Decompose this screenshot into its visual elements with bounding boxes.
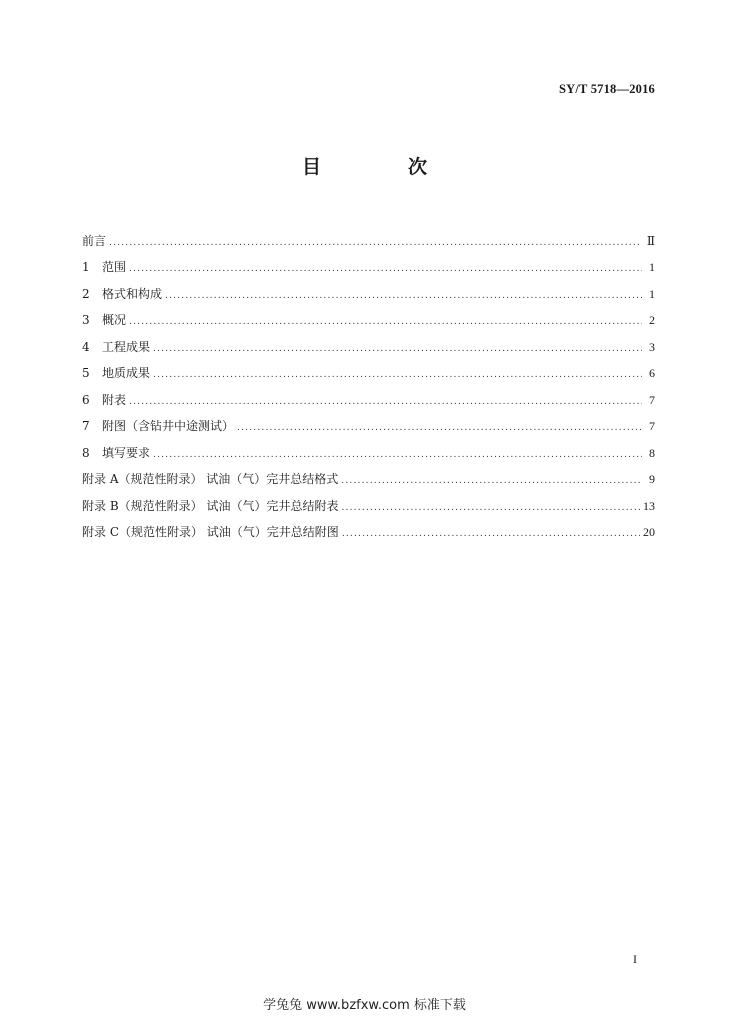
toc-entry-appendix-c[interactable] <box>82 514 655 541</box>
toc-entry-5[interactable] <box>82 355 655 382</box>
page-title: 目 次 <box>301 156 461 178</box>
toc-entry-text: 范围 <box>102 260 127 274</box>
toc-entry-label: 附录 A（规范性附录） 试油（气）完井总结格式 <box>82 472 339 486</box>
toc-entry-label <box>82 444 150 461</box>
toc-leader-dots <box>165 290 642 302</box>
toc-leader-dots <box>109 237 642 249</box>
toc-entry-text: 地质成果 <box>102 366 151 380</box>
page-number: I <box>633 952 637 966</box>
toc-entry-page: 7 <box>649 419 655 433</box>
toc-leader-dots <box>153 343 642 355</box>
toc-entry-7[interactable] <box>82 408 655 435</box>
toc-entry-label: 前言 <box>82 233 107 248</box>
toc-leader-dots <box>129 316 642 328</box>
toc-entry-label <box>82 364 150 381</box>
toc-entry-number: 7 <box>82 419 90 433</box>
toc-entry-text: 工程成果 <box>102 339 151 354</box>
toc-entry-page: 20 <box>643 525 655 539</box>
toc-entry-8[interactable] <box>82 434 655 461</box>
toc-entry-number: 8 <box>82 445 90 460</box>
toc-entry-page: 6 <box>649 366 655 380</box>
toc-leader-dots <box>153 449 642 461</box>
toc-entry-label <box>82 391 126 408</box>
toc-leader-dots <box>129 396 642 408</box>
toc-entry-number: 2 <box>82 286 90 301</box>
toc-entry-label <box>82 311 126 328</box>
toc-entry-page: 13 <box>643 498 655 513</box>
toc-entry-text: 填写要求 <box>102 445 151 460</box>
toc-entry-preface[interactable] <box>82 222 655 249</box>
toc-entry-6[interactable] <box>82 381 655 408</box>
toc-leader-dots <box>237 422 642 434</box>
toc-entry-label <box>82 285 162 302</box>
watermark-text: 学兔兔 www.bzfxw.com 标准下载 <box>263 998 466 1013</box>
toc-entry-3[interactable] <box>82 302 655 329</box>
toc-entry-text: 附表 <box>102 392 127 407</box>
toc-entry-appendix-b[interactable] <box>82 487 655 514</box>
toc-entry-text: 附图（含钻井中途测试） <box>102 419 235 433</box>
toc-entry-label <box>82 258 126 275</box>
toc-entry-number: 6 <box>82 392 90 407</box>
table-of-contents <box>82 222 655 540</box>
toc-entry-2[interactable] <box>82 275 655 302</box>
toc-entry-page: 1 <box>649 260 655 274</box>
toc-entry-page: 9 <box>649 472 655 486</box>
toc-entry-appendix-a[interactable] <box>82 461 655 488</box>
toc-entry-page: 8 <box>649 445 655 460</box>
toc-leader-dots <box>342 528 640 540</box>
toc-entry-number: 4 <box>82 339 90 354</box>
toc-entry-page: Ⅱ <box>646 233 655 248</box>
toc-entry-number: 1 <box>82 260 90 274</box>
toc-leader-dots <box>153 369 642 381</box>
toc-entry-page: 7 <box>649 392 655 407</box>
toc-entry-text: 格式和构成 <box>102 286 163 301</box>
toc-entry-page: 2 <box>649 313 655 327</box>
toc-leader-dots <box>341 502 640 514</box>
toc-entry-number: 5 <box>82 366 90 380</box>
toc-entry-4[interactable] <box>82 328 655 355</box>
toc-entry-label: 附录 B（规范性附录） 试油（气）完井总结附表 <box>82 498 339 513</box>
toc-entry-page: 1 <box>649 286 655 301</box>
toc-leader-dots <box>341 475 642 487</box>
toc-entry-1[interactable] <box>82 249 655 276</box>
toc-entry-label <box>82 338 150 355</box>
toc-leader-dots <box>129 263 642 275</box>
standard-code: SY/T 5718—2016 <box>559 82 655 96</box>
toc-entry-label <box>82 417 234 434</box>
toc-entry-label: 附录 C（规范性附录） 试油（气）完井总结附图 <box>82 525 339 539</box>
toc-entry-page: 3 <box>649 339 655 354</box>
toc-entry-number: 3 <box>82 313 90 327</box>
toc-entry-text: 概况 <box>102 313 127 327</box>
